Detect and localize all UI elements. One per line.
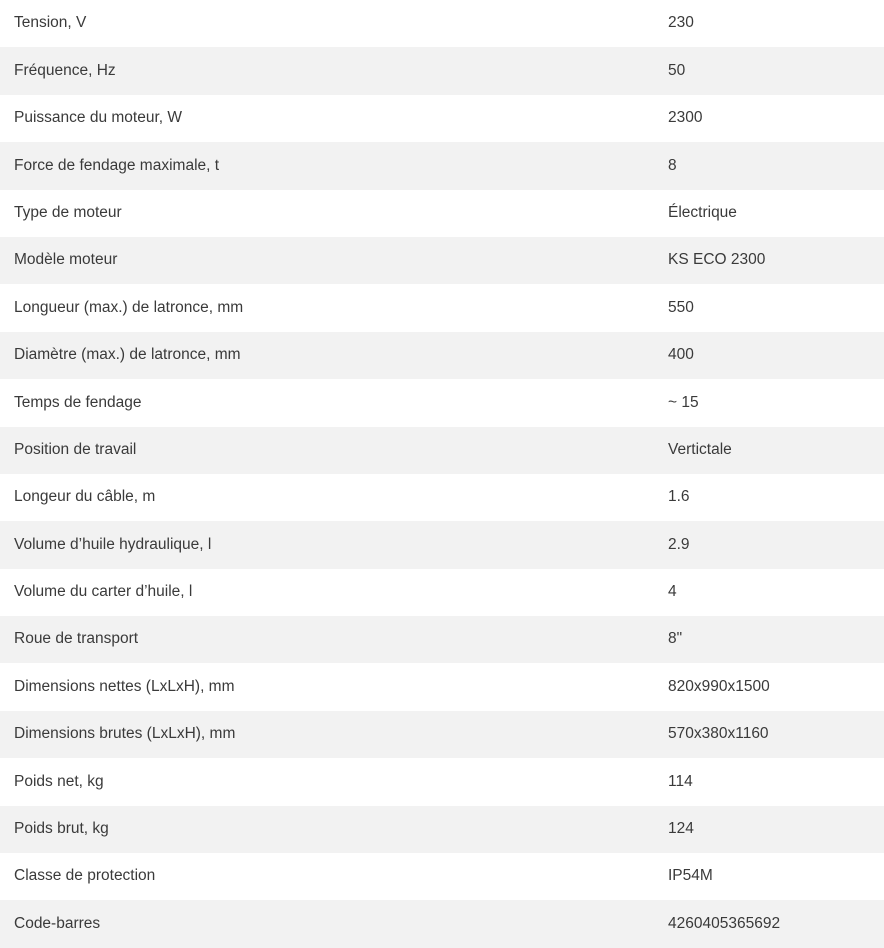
table-row xyxy=(0,0,884,47)
table-row xyxy=(0,332,884,379)
spec-value: 8" xyxy=(668,630,683,648)
spec-label: Longueur (max.) de latronce, mm xyxy=(14,298,244,316)
table-row xyxy=(0,142,884,189)
spec-value: 570x380x1160 xyxy=(668,725,769,743)
table-row xyxy=(0,569,884,616)
table-row xyxy=(0,474,884,521)
spec-value: 50 xyxy=(668,61,686,79)
spec-value: 1.6 xyxy=(668,488,690,506)
spec-label: Dimensions nettes (LxLxH), mm xyxy=(14,677,235,695)
table-row xyxy=(0,758,884,805)
spec-label: Classe de protection xyxy=(14,867,156,885)
spec-label: Diamètre (max.) de latronce, mm xyxy=(14,346,241,364)
spec-value: 2.9 xyxy=(668,535,690,553)
spec-value: 550 xyxy=(668,298,694,316)
table-row xyxy=(0,853,884,900)
spec-value: Vertictale xyxy=(668,440,732,458)
spec-label: Temps de fendage xyxy=(14,393,142,411)
spec-value: 4260405365692 xyxy=(668,914,781,932)
spec-label: Dimensions brutes (LxLxH), mm xyxy=(14,725,236,743)
spec-value: 114 xyxy=(668,772,693,790)
spec-label: Tension, V xyxy=(14,14,87,32)
spec-value: 4 xyxy=(668,583,677,601)
spec-value: Électrique xyxy=(668,203,737,221)
table-row xyxy=(0,711,884,758)
spec-value: 124 xyxy=(668,820,694,838)
table-row xyxy=(0,95,884,142)
spec-label: Position de travail xyxy=(14,440,137,458)
spec-label: Roue de transport xyxy=(14,630,139,648)
spec-label: Longeur du câble, m xyxy=(14,488,156,506)
spec-value: KS ECO 2300 xyxy=(668,251,766,269)
table-row xyxy=(0,900,884,947)
spec-label: Volume du carter d’huile, l xyxy=(14,583,193,601)
table-row xyxy=(0,806,884,853)
table-row xyxy=(0,190,884,237)
spec-value: 2300 xyxy=(668,109,703,127)
spec-value: 8 xyxy=(668,156,677,174)
spec-label: Type de moteur xyxy=(14,203,122,221)
spec-label: Code-barres xyxy=(14,914,101,932)
table-row xyxy=(0,47,884,94)
spec-label: Force de fendage maximale, t xyxy=(14,156,220,174)
table-row xyxy=(0,427,884,474)
spec-label: Poids brut, kg xyxy=(14,820,109,838)
spec-label: Volume d’huile hydraulique, l xyxy=(14,535,212,553)
table-row xyxy=(0,284,884,331)
table-row xyxy=(0,379,884,426)
table-row xyxy=(0,237,884,284)
table-row xyxy=(0,616,884,663)
spec-value: 400 xyxy=(668,346,694,364)
spec-value: 230 xyxy=(668,14,694,32)
table-row xyxy=(0,521,884,568)
spec-label: Poids net, kg xyxy=(14,772,104,790)
table-row xyxy=(0,663,884,710)
spec-value: IP54M xyxy=(668,867,713,885)
spec-value: ~ 15 xyxy=(668,393,699,411)
spec-label: Fréquence, Hz xyxy=(14,61,116,79)
spec-label: Modèle moteur xyxy=(14,251,118,269)
spec-label: Puissance du moteur, W xyxy=(14,109,182,127)
spec-value: 820x990x1500 xyxy=(668,677,770,695)
